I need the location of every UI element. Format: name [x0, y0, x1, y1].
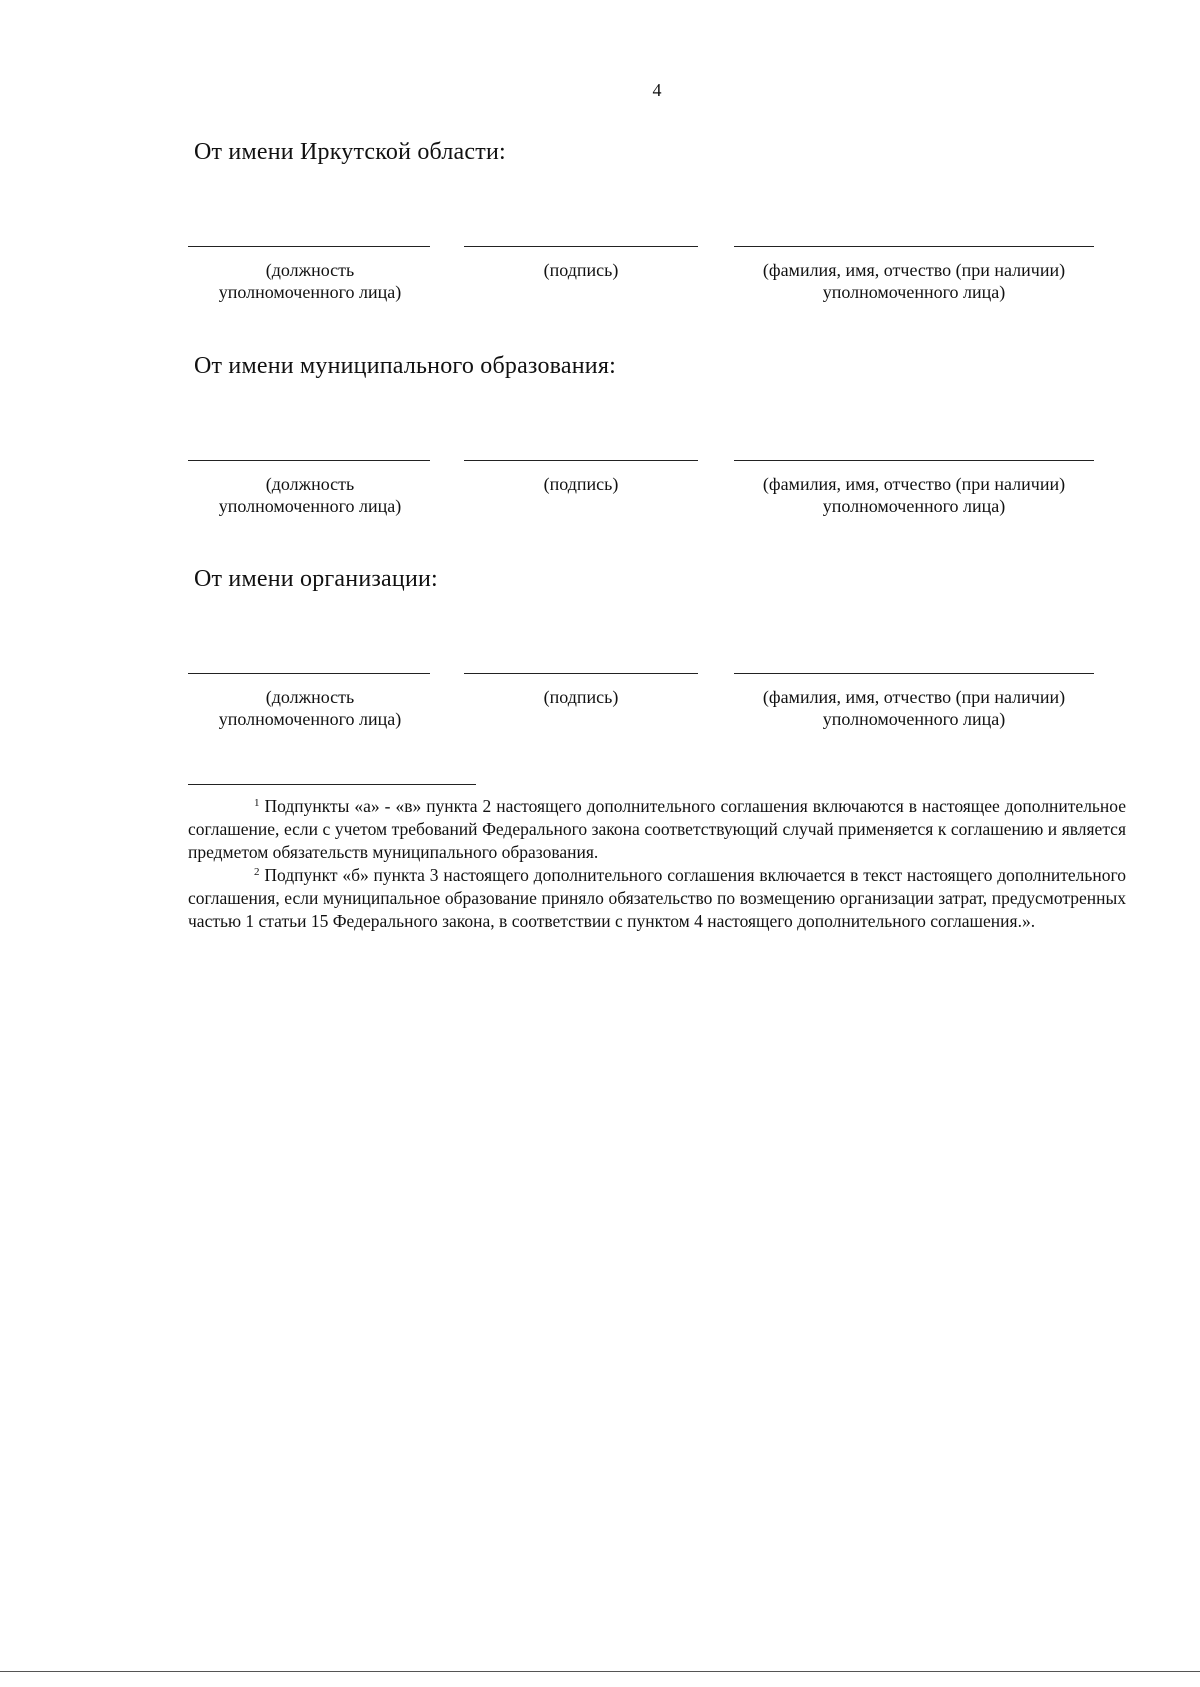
- footnote-1: [188, 795, 1126, 864]
- page-number: 4: [652, 80, 662, 100]
- signature-caption: (подпись): [543, 474, 619, 494]
- signature-line: [464, 460, 698, 461]
- position-caption: (должность уполномоченного лица): [218, 260, 402, 302]
- name-caption: (фамилия, имя, отчество (при наличии) уполномоченного лица): [762, 260, 1066, 302]
- footnote-mark: 2: [254, 866, 260, 878]
- footnote-mark: 1: [254, 797, 260, 809]
- name-signature-line: [734, 246, 1094, 247]
- footnote-text: Подпункты «а» - «в» пункта 2 настоящего дополнительного соглашения включаются в настоящее дополнительное соглашение, если с учетом требований Федерального закона соответствующий случай применяется к соглашению и является предметом обязательств муниципального образования.: [188, 796, 1127, 862]
- name-caption: (фамилия, имя, отчество (при наличии) уполномоченного лица): [762, 474, 1066, 516]
- signature-line: [464, 246, 698, 247]
- footnotes: [188, 795, 1126, 933]
- position-signature-line: [188, 673, 430, 674]
- position-caption: (должность уполномоченного лица): [218, 687, 402, 729]
- section-heading: От имени организации:: [194, 566, 438, 592]
- signature-caption: (подпись): [543, 260, 619, 280]
- signature-caption: (подпись): [543, 687, 619, 707]
- position-signature-line: [188, 246, 430, 247]
- footnote-separator: [188, 784, 476, 785]
- section-heading: От имени Иркутской области:: [194, 139, 506, 165]
- name-caption: (фамилия, имя, отчество (при наличии) уполномоченного лица): [762, 687, 1066, 729]
- position-caption: (должность уполномоченного лица): [218, 474, 402, 516]
- footnote-text: Подпункт «б» пункта 3 настоящего дополнительного соглашения включается в текст настоящего дополнительного соглашения, если муниципальное образование приняло обязательство по возмещению организации затрат, предусмотренных частью 1 статьи 15 Федерального закона, в соответствии с пунктом 4 настоящего дополнительного соглашения.».: [188, 865, 1127, 931]
- section-heading: От имени муниципального образования:: [194, 353, 616, 379]
- name-signature-line: [734, 673, 1094, 674]
- name-signature-line: [734, 460, 1094, 461]
- signature-line: [464, 673, 698, 674]
- position-signature-line: [188, 460, 430, 461]
- footnote-2: [188, 864, 1126, 933]
- page-bottom-edge: [0, 1671, 1200, 1672]
